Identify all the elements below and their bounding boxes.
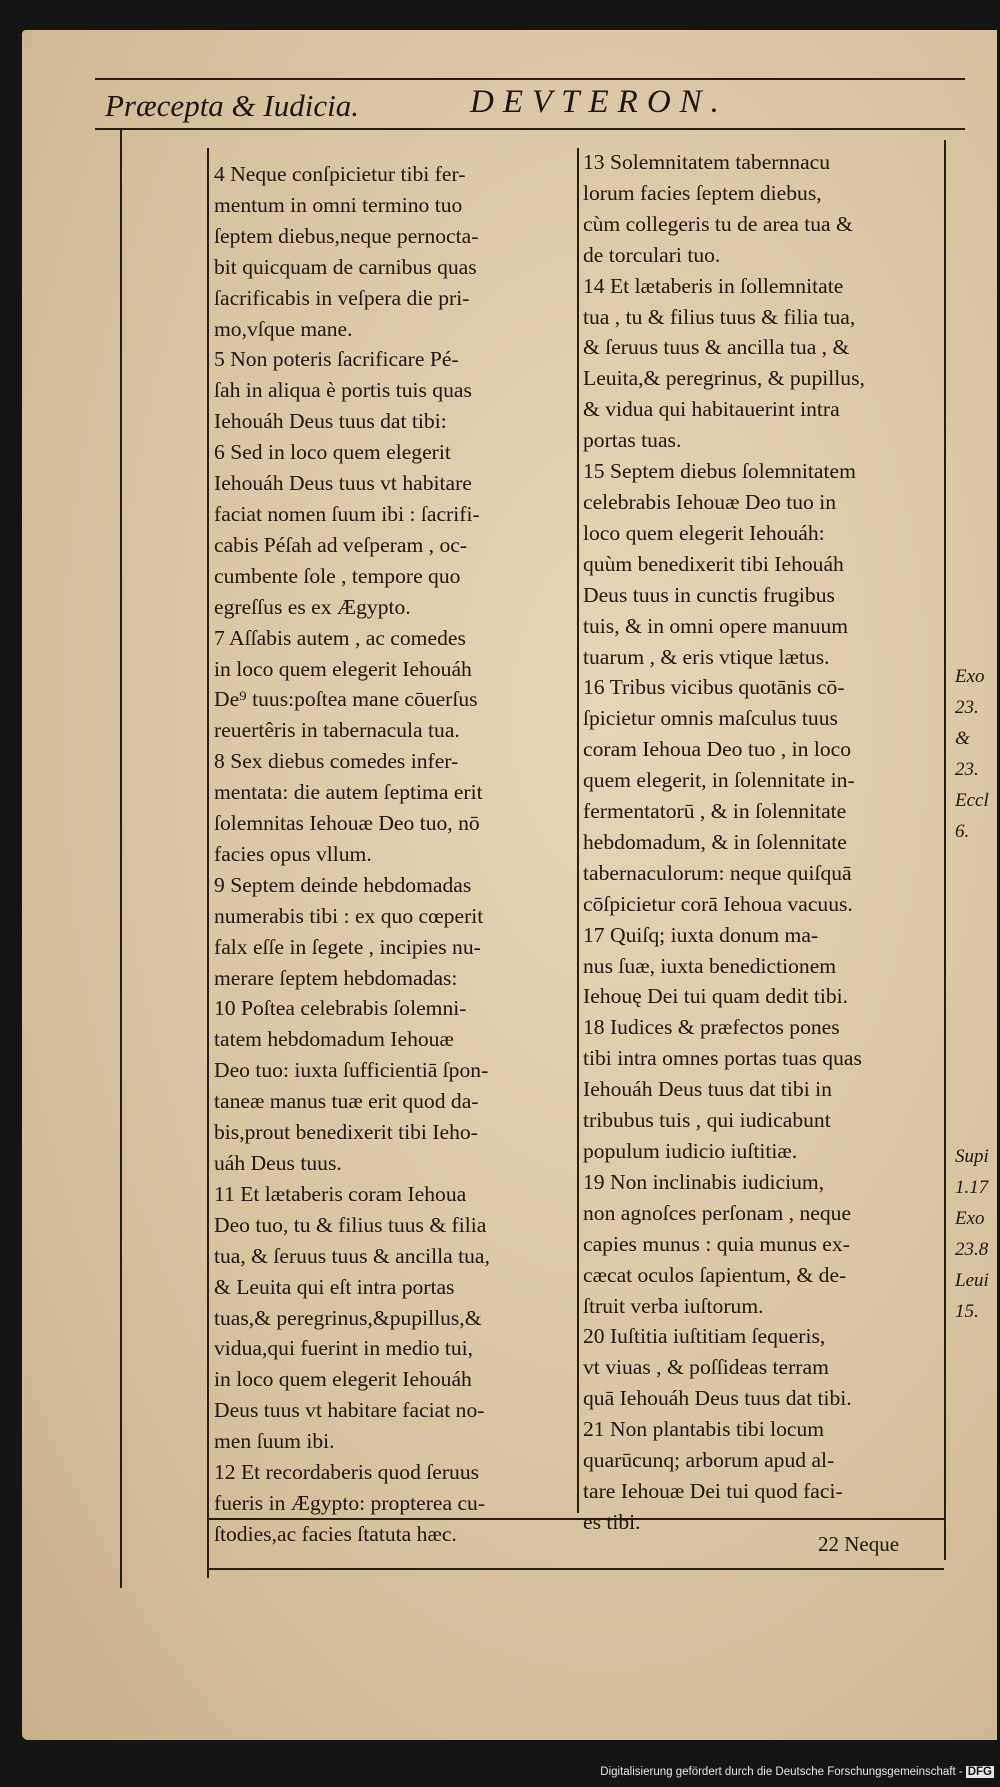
text-line: Deus tuus in cunctis frugibus (583, 582, 835, 607)
text-line: Deo tuo: iuxta ſufficientiā ſpon- (214, 1058, 489, 1083)
text-line: tatem hebdomadum Iehouæ (214, 1027, 454, 1052)
text-line: taneæ manus tuæ erit quod da- (214, 1089, 479, 1114)
text-line: hebdomadum, & in ſolennitate (583, 829, 847, 854)
text-line: cōſpicietur corā Iehoua vacuus. (583, 891, 853, 916)
text-line: 18 Iudices & præfectos pones (583, 1015, 840, 1040)
text-line: Iehouáh Deus tuus vt habitare (214, 471, 472, 496)
text-line: quarūcunq; arborum apud al- (583, 1448, 835, 1473)
text-line: bis,prout benedixerit tibi Ieho- (214, 1120, 478, 1145)
text-line: 5 Non poteris ſacrificare Pé- (214, 347, 459, 372)
text-line: merare ſeptem hebdomadas: (214, 965, 458, 990)
text-line: quùm benedixerit tibi Iehouáh (583, 551, 844, 576)
text-line: 15 Septem diebus ſolemnitatem (583, 459, 856, 484)
text-line: mentata: die autem ſeptima erit (214, 780, 483, 805)
text-line: cùm collegeris tu de area tua & (583, 211, 853, 236)
text-line: lorum facies ſeptem diebus, (583, 180, 822, 205)
text-line: & vidua qui habitauerint intra (583, 397, 840, 422)
margin-note: 1.17 (955, 1176, 989, 1198)
left-outer-rule (120, 128, 122, 1588)
left-text-column (214, 159, 576, 1550)
header-bottom-rule (95, 128, 965, 130)
margin-note: 6. (955, 820, 970, 842)
text-line: 14 Et lætaberis in ſollemnitate (583, 273, 844, 298)
text-line: De⁹ tuus:poſtea mane cōuerſus (214, 687, 478, 712)
text-line: tuas,& peregrinus,&pupillus,& (214, 1305, 482, 1330)
text-line: numerabis tibi : ex quo cœperit (214, 903, 484, 928)
digitization-credit (600, 1766, 994, 1778)
text-line: 9 Septem deinde hebdomadas (214, 872, 472, 897)
text-line: 17 Quiſq; iuxta donum ma- (583, 922, 819, 947)
text-line: 12 Et recordaberis quod ſeruus (214, 1460, 480, 1485)
text-line: es tibi. (583, 1509, 641, 1534)
right-text-column (583, 147, 940, 1538)
margin-note: 15. (955, 1300, 979, 1322)
running-head-left: Præcepta & Iudicia. (105, 88, 359, 123)
margin-notes-lower (955, 1142, 997, 1327)
text-line: Iehouáh Deus tuus dat tibi in (583, 1077, 832, 1102)
running-head-title: DEVTERON. (470, 84, 728, 120)
text-line: tua, & ſeruus tuus & ancilla tua, (214, 1243, 490, 1268)
text-line: 8 Sex diebus comedes infer- (214, 749, 459, 774)
footer-rule (209, 1568, 944, 1570)
text-line: Deo tuo, tu & filius tuus & filia (214, 1212, 487, 1237)
text-line: quem elegerit, in ſolennitate in- (583, 768, 855, 793)
text-line: ſtodies,ac facies ſtatuta hæc. (214, 1521, 457, 1546)
margin-note: 23. (955, 696, 979, 718)
text-line: non agnoſces perſonam , neque (583, 1200, 852, 1225)
text-line: 13 Solemnitatem tabernnacu (583, 150, 831, 174)
text-line: & Leuita qui eſt intra portas (214, 1274, 455, 1299)
margin-note: Eccl (955, 789, 989, 811)
margin-notes-upper (955, 662, 997, 847)
text-line: fueris in Ægypto: propterea cu- (214, 1490, 486, 1515)
text-line: 16 Tribus vicibus quotānis cō- (583, 675, 845, 700)
catchword: 22 Neque (818, 1532, 900, 1556)
margin-note: Leui (955, 1269, 989, 1291)
text-line: nus ſuæ, iuxta benedictionem (583, 953, 837, 978)
text-line: fermentatorū , & in ſolennitate (583, 799, 847, 824)
text-line: 6 Sed in loco quem elegerit (214, 440, 451, 465)
text-line: 7 Aſſabis autem , ac comedes (214, 625, 466, 650)
text-line: tare Iehouæ Dei tui quod faci- (583, 1478, 843, 1503)
text-line: ſacrificabis in veſpera die pri- (214, 285, 470, 310)
text-line: 11 Et lætaberis coram Iehoua (214, 1181, 467, 1206)
text-line: quā Iehouáh Deus tuus dat tibi. (583, 1386, 852, 1411)
text-line: ſtruit verba iuſtorum. (583, 1293, 764, 1318)
text-line: celebrabis Iehouæ Deo tuo in (583, 489, 837, 514)
margin-note: 23.8 (955, 1238, 989, 1260)
text-right-rule (944, 140, 946, 1560)
text-line: cumbente ſole , tempore quo (214, 563, 461, 588)
text-line: portas tuas. (583, 428, 682, 453)
text-line: tuis, & in omni opere manuum (583, 613, 849, 638)
text-line: vt viuas , & poſſideas terram (583, 1355, 829, 1380)
text-line: reuertêris in tabernacula tua. (214, 718, 460, 743)
text-line: bit quicquam de carnibus quas (214, 254, 477, 279)
text-line: tabernaculorum: neque quiſquā (583, 860, 852, 885)
text-line: loco quem elegerit Iehouáh: (583, 520, 825, 545)
text-line: capies munus : quia munus ex- (583, 1231, 850, 1256)
text-line: 19 Non inclinabis iudicium, (583, 1169, 825, 1194)
text-line: in loco quem elegerit Iehouáh (214, 1367, 472, 1392)
text-line: tibi intra omnes portas tuas quas (583, 1046, 862, 1071)
text-line: cabis Péſah ad veſperam , oc- (214, 532, 468, 557)
text-line: facies opus vllum. (214, 841, 372, 866)
text-line: egreſſus es ex Ægypto. (214, 594, 411, 619)
text-line: & ſeruus tuus & ancilla tua , & (583, 335, 850, 360)
column-divider-rule (577, 148, 579, 1513)
text-line: tuarum , & eris vtique lætus. (583, 644, 830, 669)
text-line: Leuita,& peregrinus, & pupillus, (583, 366, 865, 391)
text-line: cæcat oculos ſapientum, & de- (583, 1262, 847, 1287)
text-line: 4 Neque conſpicietur tibi fer- (214, 162, 466, 186)
text-line: Deus tuus vt habitare faciat no- (214, 1398, 485, 1423)
text-line: Iehouę Dei tui quam dedit tibi. (583, 984, 849, 1009)
text-line: de torculari tuo. (583, 242, 721, 267)
margin-note: 23. (955, 758, 979, 780)
text-line: mo,vſque mane. (214, 316, 353, 341)
text-line: vidua,qui fuerint in medio tui, (214, 1336, 474, 1361)
margin-note: Supi (955, 1146, 989, 1167)
text-line: men ſuum ibi. (214, 1429, 335, 1454)
margin-note: & (955, 727, 970, 749)
text-line: tribubus tuis , qui iudicabunt (583, 1108, 831, 1133)
text-line: 21 Non plantabis tibi locum (583, 1417, 825, 1442)
text-line: falx eſſe in ſegete , incipies nu- (214, 934, 481, 959)
text-line: ſeptem diebus,neque pernocta- (214, 223, 479, 248)
text-line: coram Iehoua Deo tuo , in loco (583, 737, 852, 762)
text-line: faciat nomen ſuum ibi : ſacrifi- (214, 501, 480, 526)
text-line: tua , tu & filius tuus & filia tua, (583, 304, 856, 329)
dfg-logo: DFG (967, 1766, 992, 1778)
text-line: 10 Poſtea celebrabis ſolemni- (214, 996, 467, 1021)
margin-note: Exo (955, 666, 985, 687)
text-line: in loco quem elegerit Iehouáh (214, 656, 472, 681)
text-line: Iehouáh Deus tuus dat tibi: (214, 409, 447, 434)
credit-text: Digitalisierung gefördert durch die Deutsche Forschungsgemeinschaft - (600, 1766, 963, 1778)
header-top-rule (95, 78, 965, 80)
margin-note: Exo (955, 1207, 985, 1229)
text-line: mentum in omni termino tuo (214, 192, 463, 217)
text-line: populum iudicio iuſtitiæ. (583, 1139, 798, 1163)
text-left-rule (207, 148, 209, 1578)
text-line: ſpicietur omnis maſculus tuus (583, 706, 838, 731)
text-line: uáh Deus tuus. (214, 1151, 342, 1175)
text-line: 20 Iuſtitia iuſtitiam ſequeris, (583, 1324, 826, 1349)
text-line: ſah in aliqua è portis tuis quas (214, 378, 472, 403)
text-line: ſolemnitas Iehouæ Deo tuo, nō (214, 811, 480, 836)
